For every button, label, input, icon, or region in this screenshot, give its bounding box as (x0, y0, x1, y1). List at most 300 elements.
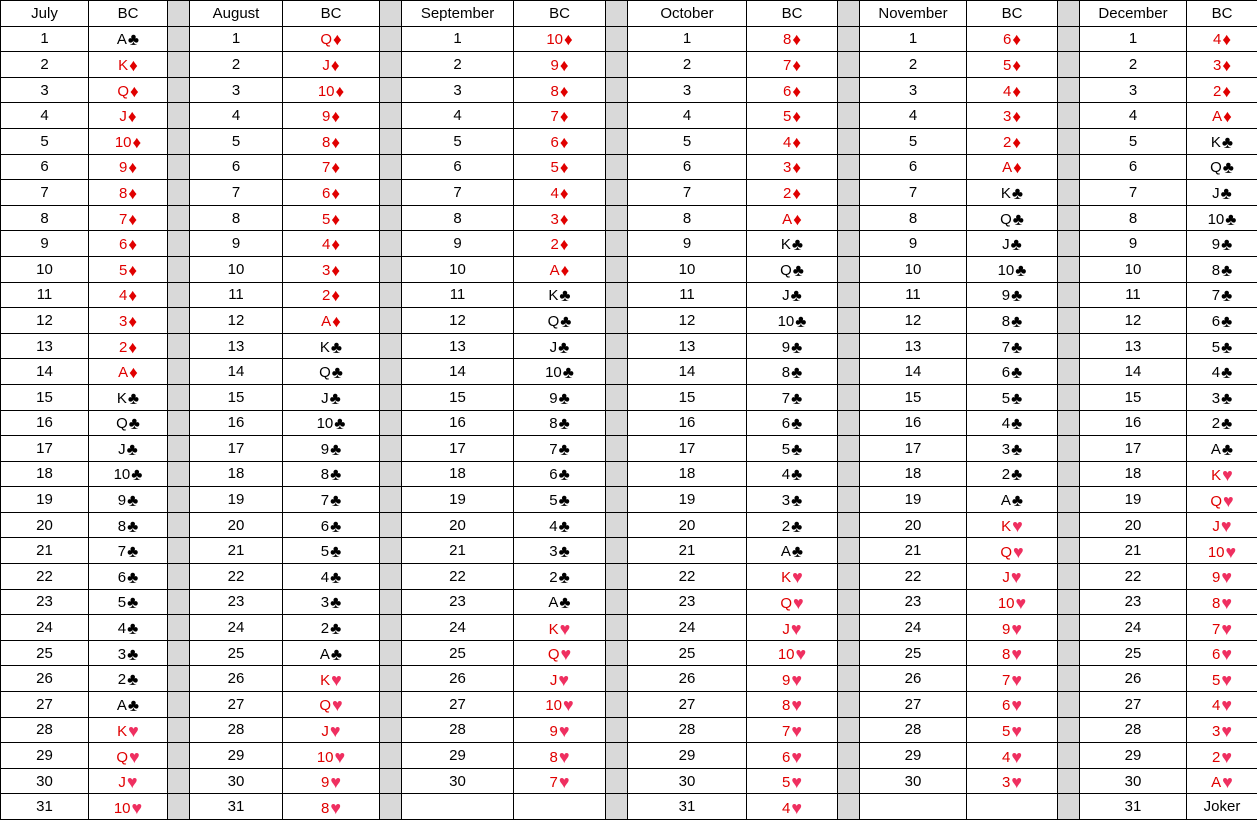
day-cell: 4 (860, 103, 967, 129)
card-cell (747, 564, 838, 590)
column-separator (606, 512, 628, 538)
day-cell: 25 (628, 640, 747, 666)
table-row (1, 538, 1257, 564)
club-icon: ♣ (330, 619, 342, 639)
day-cell: 4 (628, 103, 747, 129)
card-value: 4 (1002, 82, 1012, 100)
column-separator (1058, 436, 1080, 462)
card-cell (1187, 461, 1257, 487)
column-separator (380, 692, 402, 718)
card-value: 9 (320, 440, 330, 458)
card-value: J (782, 620, 790, 638)
card-value: 2 (782, 184, 792, 202)
card-cell (747, 180, 838, 206)
day-cell: 14 (860, 359, 967, 385)
day-cell: 27 (628, 692, 747, 718)
day-cell: 11 (1, 282, 89, 308)
card-cell (283, 794, 380, 820)
heart-icon: ♥ (563, 695, 574, 716)
card-cell (89, 461, 168, 487)
card-value: Q (1210, 492, 1222, 510)
day-cell: 25 (190, 640, 283, 666)
column-separator (838, 308, 860, 334)
table-row (1, 436, 1257, 462)
column-separator (606, 384, 628, 410)
day-cell: 17 (628, 436, 747, 462)
column-separator (606, 640, 628, 666)
club-icon: ♣ (329, 388, 341, 408)
column-separator (606, 487, 628, 513)
heart-icon: ♥ (128, 720, 139, 741)
column-separator (1058, 743, 1080, 769)
card-cell (89, 308, 168, 334)
card-cell (514, 717, 606, 743)
card-value: 8 (1211, 261, 1221, 279)
diamond-icon: ♦ (128, 209, 138, 229)
day-cell: 9 (628, 231, 747, 257)
card-value: 8 (781, 697, 791, 715)
club-icon: ♣ (559, 286, 571, 306)
day-cell: 18 (1080, 461, 1187, 487)
sheet-body (1, 1, 1257, 820)
day-cell: 2 (402, 52, 514, 78)
card-value: 10 (1207, 210, 1225, 228)
card-value: 5 (117, 594, 127, 612)
column-separator (380, 256, 402, 282)
card-cell (89, 794, 168, 820)
day-cell: 1 (860, 26, 967, 52)
diamond-icon: ♦ (564, 30, 573, 50)
day-cell: 11 (1080, 282, 1187, 308)
club-icon: ♣ (1011, 363, 1023, 383)
day-cell: 31 (1, 794, 89, 820)
card-cell (967, 461, 1058, 487)
diamond-icon: ♦ (559, 132, 569, 152)
card-cell (747, 512, 838, 538)
card-cell (1187, 640, 1257, 666)
day-cell: 29 (860, 743, 967, 769)
heart-icon: ♥ (330, 797, 342, 818)
day-cell: 29 (1080, 743, 1187, 769)
card-value: 7 (1211, 287, 1221, 305)
card-cell (967, 359, 1058, 385)
card-value: 2 (1002, 133, 1012, 151)
heart-icon: ♥ (1222, 464, 1233, 485)
card-cell (747, 333, 838, 359)
card-value: 9 (321, 108, 331, 126)
diamond-icon: ♦ (559, 183, 569, 203)
day-cell: 26 (1, 666, 89, 692)
header-row (1, 1, 1257, 27)
diamond-icon: ♦ (1222, 30, 1232, 50)
column-separator (380, 103, 402, 129)
day-cell: 24 (628, 615, 747, 641)
column-separator (168, 359, 190, 385)
club-icon: ♣ (126, 439, 138, 459)
card-value: 3 (549, 543, 558, 561)
table-row (1, 768, 1257, 794)
card-value: 4 (782, 133, 792, 151)
heart-icon: ♥ (1011, 772, 1023, 793)
column-separator (168, 333, 190, 359)
club-icon: ♣ (1011, 491, 1024, 511)
diamond-icon: ♦ (559, 107, 569, 127)
club-icon: ♣ (330, 567, 342, 587)
card-cell (283, 717, 380, 743)
column-separator (168, 538, 190, 564)
card-value: J (321, 722, 329, 740)
card-cell (89, 231, 168, 257)
card-cell (747, 103, 838, 129)
card-value: 4 (117, 620, 127, 638)
club-icon: ♣ (1011, 388, 1023, 408)
card-cell (89, 52, 168, 78)
card-cell (89, 768, 168, 794)
card-cell (283, 487, 380, 513)
day-cell: 15 (628, 384, 747, 410)
table-row (1, 26, 1257, 52)
diamond-icon: ♦ (1013, 158, 1022, 178)
column-separator (168, 1, 190, 27)
column-separator (838, 564, 860, 590)
column-separator (380, 768, 402, 794)
card-cell (283, 308, 380, 334)
card-cell (514, 589, 606, 615)
table-row (1, 384, 1257, 410)
card-value: 7 (782, 56, 792, 74)
column-separator (838, 666, 860, 692)
card-cell (89, 436, 168, 462)
heart-icon: ♥ (791, 746, 803, 767)
card-cell (747, 717, 838, 743)
card-value: 3 (550, 210, 559, 228)
card-cell (89, 410, 168, 436)
card-cell (967, 743, 1058, 769)
column-separator (168, 436, 190, 462)
table-row (1, 743, 1257, 769)
card-cell (747, 128, 838, 154)
card-cell (283, 180, 380, 206)
club-icon: ♣ (558, 567, 570, 587)
heart-icon: ♥ (334, 746, 346, 767)
card-cell (283, 256, 380, 282)
club-icon: ♣ (1221, 311, 1233, 331)
card-cell (967, 640, 1058, 666)
heart-icon: ♥ (1011, 746, 1023, 767)
card-cell (1187, 743, 1257, 769)
card-value: 8 (1001, 312, 1011, 330)
day-cell: 13 (1080, 333, 1187, 359)
day-cell: 3 (1, 77, 89, 103)
column-separator (1058, 666, 1080, 692)
card-value: K (780, 236, 791, 254)
day-cell: 24 (860, 615, 967, 641)
card-value: 7 (321, 159, 331, 177)
card-value: A (548, 594, 559, 612)
card-value: 5 (781, 440, 791, 458)
card-cell (967, 410, 1058, 436)
card-value: 3 (321, 261, 331, 279)
card-value: 2 (320, 620, 330, 638)
diamond-icon: ♦ (559, 55, 569, 75)
card-value: Q (320, 31, 332, 49)
card-value: 5 (782, 108, 792, 126)
card-cell (1187, 333, 1257, 359)
card-value: K (319, 338, 330, 356)
club-icon: ♣ (792, 260, 804, 280)
day-cell: 24 (1, 615, 89, 641)
day-cell: 11 (190, 282, 283, 308)
card-value: 10 (316, 415, 334, 433)
card-value: 7 (781, 722, 791, 740)
card-value: Joker (1203, 798, 1241, 816)
club-icon: ♣ (127, 30, 140, 50)
day-cell: 10 (1, 256, 89, 282)
card-value: 8 (320, 799, 330, 817)
column-separator (168, 768, 190, 794)
day-cell: 12 (190, 308, 283, 334)
day-cell: 29 (190, 743, 283, 769)
column-separator (380, 359, 402, 385)
column-separator (168, 128, 190, 154)
card-cell (747, 359, 838, 385)
club-icon: ♣ (1015, 260, 1027, 280)
card-cell (514, 768, 606, 794)
diamond-icon: ♦ (1012, 55, 1022, 75)
diamond-icon: ♦ (331, 132, 341, 152)
heart-icon: ♥ (791, 669, 803, 690)
club-icon: ♣ (1010, 235, 1022, 255)
club-icon: ♣ (1221, 439, 1234, 459)
card-value: 3 (1211, 722, 1221, 740)
card-value: K (118, 56, 129, 74)
column-separator (838, 103, 860, 129)
bc-header-3: BC (747, 1, 838, 27)
day-cell: 21 (1, 538, 89, 564)
day-cell: 6 (1, 154, 89, 180)
card-cell (747, 768, 838, 794)
card-cell (89, 26, 168, 52)
column-separator (606, 794, 628, 820)
card-value: 6 (782, 82, 792, 100)
card-value: 6 (1002, 31, 1012, 49)
card-cell (283, 128, 380, 154)
card-value: 4 (1001, 415, 1011, 433)
card-value: Q (1000, 543, 1012, 561)
card-cell (283, 461, 380, 487)
diamond-icon: ♦ (559, 81, 569, 101)
day-cell: 7 (1, 180, 89, 206)
card-value: 3 (1002, 108, 1012, 126)
card-cell (514, 384, 606, 410)
column-separator (838, 768, 860, 794)
day-cell: 20 (190, 512, 283, 538)
column-separator (168, 282, 190, 308)
card-cell (514, 77, 606, 103)
card-value: 8 (118, 184, 128, 202)
column-separator (168, 615, 190, 641)
card-value: A (321, 312, 332, 330)
column-separator (380, 128, 402, 154)
card-cell (747, 538, 838, 564)
diamond-icon: ♦ (792, 183, 802, 203)
day-cell: 16 (402, 410, 514, 436)
card-cell (514, 640, 606, 666)
card-value: 4 (1211, 364, 1221, 382)
card-value: 9 (1001, 620, 1011, 638)
card-cell (89, 615, 168, 641)
card-value: K (1000, 184, 1011, 202)
day-cell: 3 (860, 77, 967, 103)
club-icon: ♣ (558, 542, 570, 562)
day-cell: 19 (1, 487, 89, 513)
card-cell (1187, 26, 1257, 52)
card-cell (1187, 180, 1257, 206)
column-separator (606, 615, 628, 641)
day-cell: 26 (1080, 666, 1187, 692)
club-icon: ♣ (791, 516, 803, 536)
day-cell: 3 (402, 77, 514, 103)
card-cell (967, 768, 1058, 794)
card-value: 9 (1211, 569, 1221, 587)
heart-icon: ♥ (1221, 592, 1233, 613)
diamond-icon: ♦ (331, 235, 341, 255)
club-icon: ♣ (1221, 132, 1234, 152)
day-cell: 13 (402, 333, 514, 359)
diamond-icon: ♦ (792, 81, 802, 101)
club-icon: ♣ (127, 619, 139, 639)
column-separator (168, 666, 190, 692)
heart-icon: ♥ (1221, 644, 1233, 665)
column-separator (838, 410, 860, 436)
card-cell (967, 794, 1058, 820)
day-cell: 22 (1080, 564, 1187, 590)
day-cell: 13 (860, 333, 967, 359)
card-cell (514, 26, 606, 52)
card-value: K (781, 569, 792, 587)
column-separator (168, 180, 190, 206)
card-value: 6 (118, 236, 128, 254)
card-cell (283, 26, 380, 52)
card-value: 8 (320, 466, 330, 484)
diamond-icon: ♦ (128, 311, 138, 331)
card-value: 10 (317, 82, 335, 100)
column-separator (168, 52, 190, 78)
card-cell (967, 205, 1058, 231)
card-value: 9 (781, 671, 791, 689)
card-cell (967, 436, 1058, 462)
card-value: 10 (545, 697, 562, 715)
day-cell: 15 (860, 384, 967, 410)
day-cell: 6 (190, 154, 283, 180)
column-separator (606, 461, 628, 487)
card-cell (89, 282, 168, 308)
club-icon: ♣ (330, 337, 343, 357)
day-cell: 29 (628, 743, 747, 769)
column-separator (1058, 384, 1080, 410)
column-separator (606, 77, 628, 103)
column-separator (1058, 410, 1080, 436)
diamond-icon: ♦ (129, 55, 138, 75)
card-value: A (118, 364, 129, 382)
card-value: 5 (1211, 338, 1221, 356)
day-cell: 23 (190, 589, 283, 615)
card-value: K (1001, 518, 1012, 536)
card-cell (967, 26, 1058, 52)
column-separator (838, 359, 860, 385)
card-cell (283, 77, 380, 103)
card-cell (283, 538, 380, 564)
heart-icon: ♥ (1221, 567, 1233, 588)
day-cell: 5 (402, 128, 514, 154)
column-separator (1058, 103, 1080, 129)
column-separator (606, 128, 628, 154)
table-row (1, 103, 1257, 129)
club-icon: ♣ (127, 567, 139, 587)
diamond-icon: ♦ (128, 286, 138, 306)
card-value: A (319, 645, 330, 663)
card-cell (1187, 410, 1257, 436)
day-cell: 29 (1, 743, 89, 769)
diamond-icon: ♦ (1012, 30, 1022, 50)
day-cell: 7 (190, 180, 283, 206)
card-cell (747, 410, 838, 436)
heart-icon: ♥ (1225, 541, 1237, 562)
card-value: 2 (550, 236, 559, 254)
table-row (1, 666, 1257, 692)
card-value: 2 (781, 517, 791, 535)
column-separator (380, 52, 402, 78)
card-value: 2 (117, 671, 127, 689)
heart-icon: ♥ (1221, 618, 1233, 639)
day-cell: 1 (190, 26, 283, 52)
card-cell (283, 231, 380, 257)
card-cell (514, 743, 606, 769)
card-value: 8 (1211, 594, 1221, 612)
card-cell (89, 77, 168, 103)
day-cell (402, 794, 514, 820)
card-value: 10 (546, 31, 563, 49)
card-value: A (1211, 774, 1222, 792)
column-separator (838, 640, 860, 666)
day-cell: 22 (190, 564, 283, 590)
card-value: 10 (777, 312, 795, 330)
heart-icon: ♥ (1012, 516, 1023, 537)
card-value: 10 (114, 133, 132, 151)
column-separator (168, 154, 190, 180)
card-value: A (116, 696, 127, 714)
card-value: 9 (781, 338, 791, 356)
card-cell (89, 640, 168, 666)
day-cell: 23 (402, 589, 514, 615)
card-value: 9 (320, 774, 330, 792)
card-cell (283, 436, 380, 462)
card-cell (747, 26, 838, 52)
column-separator (380, 564, 402, 590)
card-cell (1187, 128, 1257, 154)
card-value: J (118, 774, 126, 792)
day-cell: 20 (402, 512, 514, 538)
card-value: 3 (117, 645, 127, 663)
card-value: 3 (118, 312, 128, 330)
column-separator (380, 1, 402, 27)
card-value: Q (780, 261, 792, 279)
day-cell: 28 (402, 717, 514, 743)
card-cell (283, 52, 380, 78)
card-value: 4 (1001, 748, 1011, 766)
club-icon: ♣ (330, 465, 342, 485)
card-value: J (549, 671, 558, 689)
